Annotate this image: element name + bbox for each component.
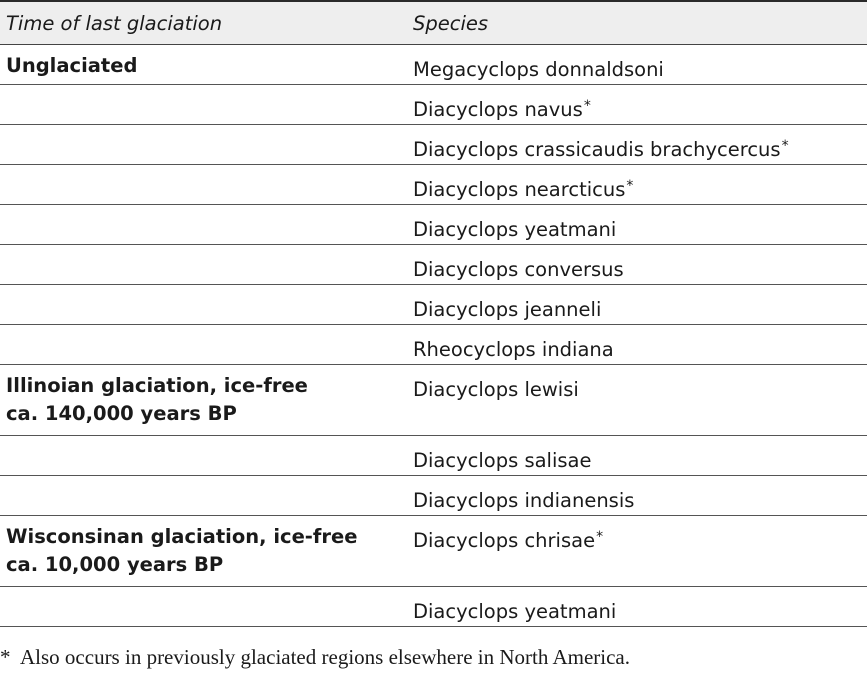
table-row bbox=[0, 85, 867, 125]
table-row bbox=[0, 436, 867, 476]
period-cell bbox=[0, 245, 407, 284]
table-row bbox=[0, 365, 867, 436]
species-cell bbox=[407, 587, 867, 626]
period-cell bbox=[0, 325, 407, 364]
asterisk-mark: * bbox=[596, 529, 604, 545]
species-cell bbox=[407, 245, 867, 284]
table-row bbox=[0, 516, 867, 587]
period-line: ca. 140,000 years BP bbox=[6, 402, 237, 425]
species-cell bbox=[407, 516, 867, 586]
table-row bbox=[0, 285, 867, 325]
species-name: Rheocyclops indiana bbox=[413, 338, 614, 361]
species-name: Diacyclops nearcticus bbox=[413, 178, 626, 201]
species-cell bbox=[407, 285, 867, 324]
period-cell bbox=[0, 476, 407, 515]
table-footnote bbox=[0, 643, 630, 671]
species-name: Diacyclops navus bbox=[413, 98, 583, 121]
table-row bbox=[0, 125, 867, 165]
species-cell bbox=[407, 436, 867, 475]
table-row bbox=[0, 476, 867, 516]
period-cell bbox=[0, 516, 407, 586]
species-cell bbox=[407, 165, 867, 204]
species-name: Diacyclops chrisae bbox=[413, 529, 596, 552]
species-name: Diacyclops yeatmani bbox=[413, 600, 617, 623]
period-cell bbox=[0, 45, 407, 84]
species-name: Diacyclops salisae bbox=[413, 449, 592, 472]
period-line: Illinoian glaciation, ice-free bbox=[6, 374, 308, 397]
header-time-of-last-glaciation: Time of last glaciation bbox=[6, 12, 223, 35]
asterisk-mark: * bbox=[626, 178, 634, 194]
species-cell bbox=[407, 476, 867, 515]
table-row bbox=[0, 245, 867, 285]
species-cell bbox=[407, 45, 867, 84]
species-name: Diacyclops indianensis bbox=[413, 489, 635, 512]
species-cell bbox=[407, 125, 867, 164]
species-name: Diacyclops crassicaudis brachycercus bbox=[413, 138, 781, 161]
table-row bbox=[0, 325, 867, 365]
footnote-mark: * bbox=[0, 645, 11, 669]
period-line: Wisconsinan glaciation, ice-free bbox=[6, 525, 358, 548]
period-cell bbox=[0, 436, 407, 475]
table-row bbox=[0, 165, 867, 205]
period-cell bbox=[0, 587, 407, 626]
period-cell bbox=[0, 165, 407, 204]
footnote-text: Also occurs in previously glaciated regions elsewhere in North America. bbox=[20, 645, 630, 669]
species-name: Diacyclops yeatmani bbox=[413, 218, 617, 241]
period-cell bbox=[0, 85, 407, 124]
period-cell bbox=[0, 285, 407, 324]
asterisk-mark: * bbox=[781, 138, 789, 154]
period-cell bbox=[0, 125, 407, 164]
period-line: ca. 10,000 years BP bbox=[6, 553, 224, 576]
species-cell bbox=[407, 365, 867, 435]
species-name: Megacyclops donnaldsoni bbox=[413, 58, 664, 81]
table-row bbox=[0, 205, 867, 245]
species-name: Diacyclops jeanneli bbox=[413, 298, 602, 321]
asterisk-mark: * bbox=[583, 98, 591, 114]
period-cell bbox=[0, 205, 407, 244]
header-species: Species bbox=[413, 12, 489, 35]
species-cell bbox=[407, 205, 867, 244]
species-cell bbox=[407, 85, 867, 124]
species-name: Diacyclops conversus bbox=[413, 258, 624, 281]
table-row bbox=[0, 587, 867, 627]
species-name: Diacyclops lewisi bbox=[413, 378, 579, 401]
species-cell bbox=[407, 325, 867, 364]
period-cell bbox=[0, 365, 407, 435]
table-row bbox=[0, 45, 867, 85]
table-header-row bbox=[0, 2, 867, 45]
period-line: Unglaciated bbox=[6, 54, 138, 77]
